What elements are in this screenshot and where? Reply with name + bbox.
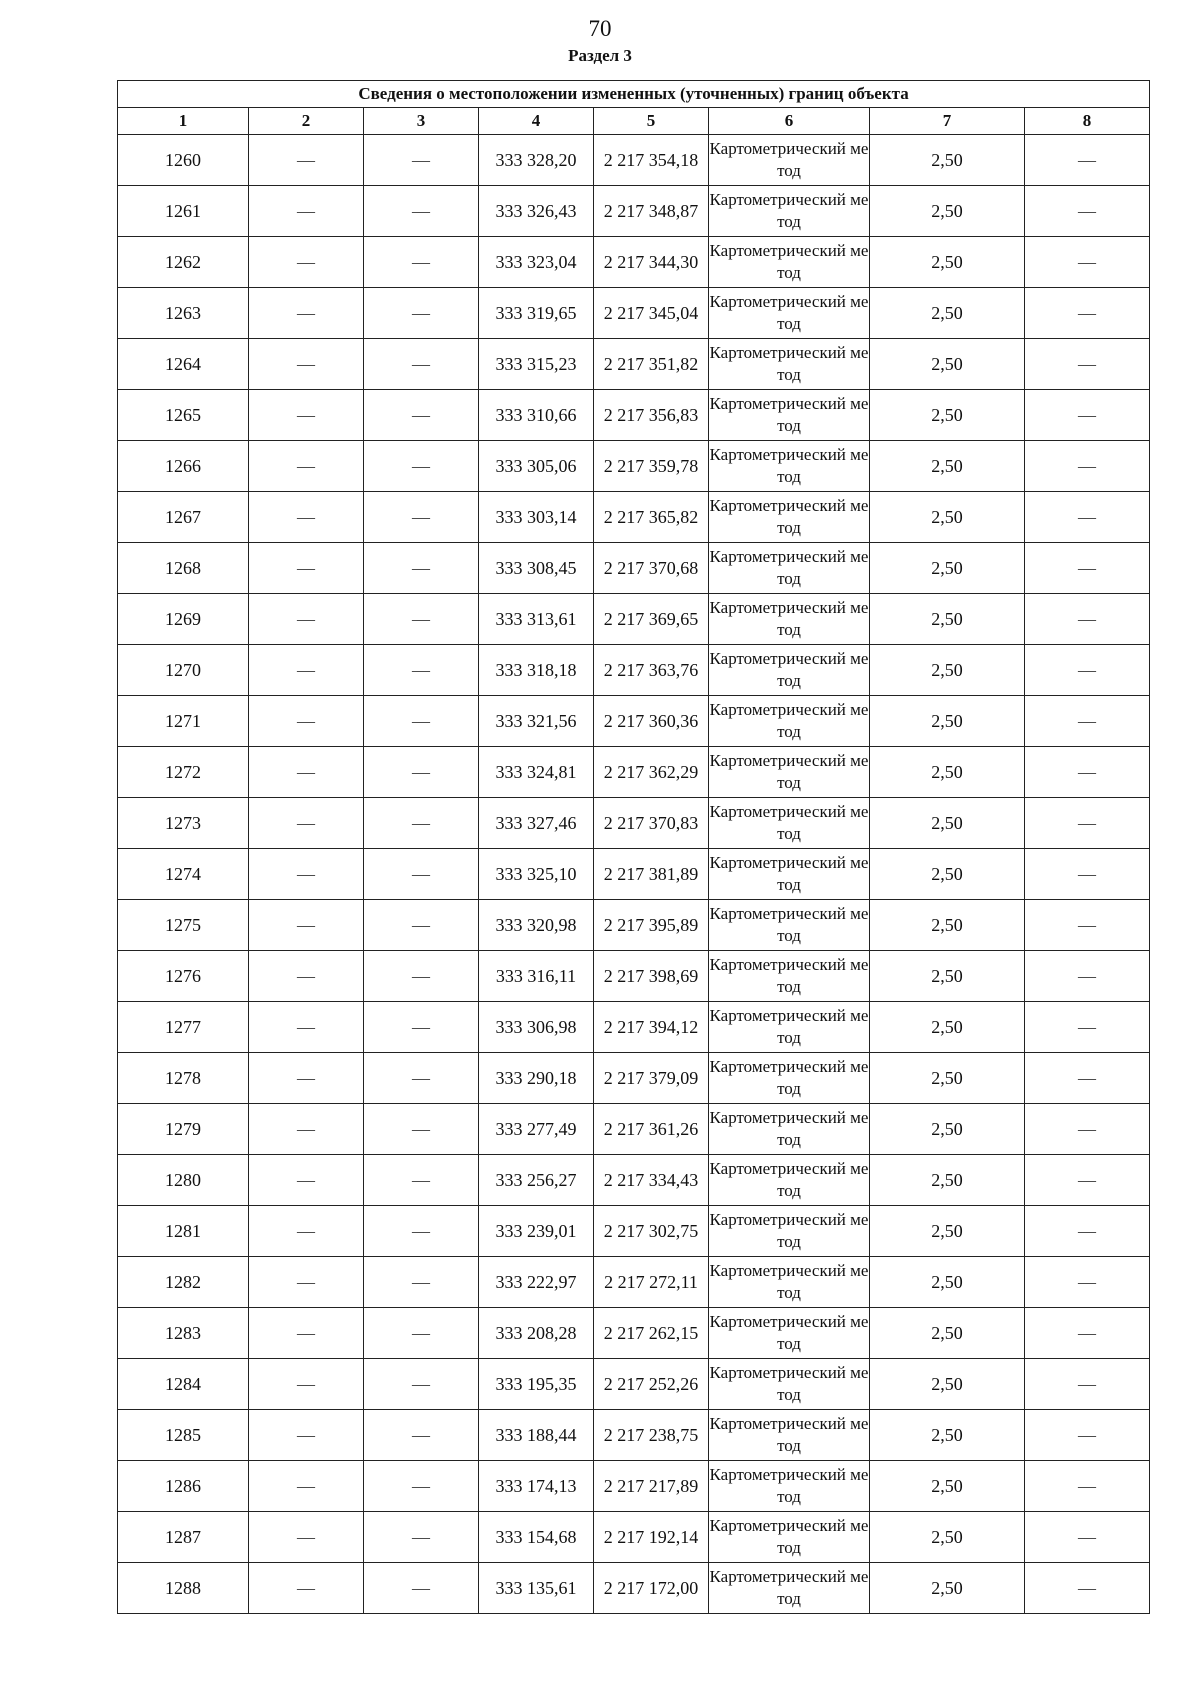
column-8-cell: — [1025, 135, 1150, 186]
column-2-cell: — [249, 237, 364, 288]
method-cell: Картометрический метод [709, 1053, 870, 1104]
column-number-6: 6 [709, 108, 870, 135]
column-3-cell: — [364, 849, 479, 900]
point-number-cell: 1277 [118, 1002, 249, 1053]
y-coordinate-cell: 2 217 370,68 [594, 543, 709, 594]
column-2-cell: — [249, 594, 364, 645]
y-coordinate-cell: 2 217 192,14 [594, 1512, 709, 1563]
point-number-cell: 1275 [118, 900, 249, 951]
accuracy-cell: 2,50 [870, 1563, 1025, 1614]
column-2-cell: — [249, 1257, 364, 1308]
accuracy-cell: 2,50 [870, 288, 1025, 339]
table-row [118, 1257, 1150, 1308]
column-3-cell: — [364, 186, 479, 237]
accuracy-cell: 2,50 [870, 1002, 1025, 1053]
column-8-cell: — [1025, 1512, 1150, 1563]
table-row [118, 747, 1150, 798]
point-number-cell: 1262 [118, 237, 249, 288]
column-number-3: 3 [364, 108, 479, 135]
column-8-cell: — [1025, 1053, 1150, 1104]
y-coordinate-cell: 2 217 369,65 [594, 594, 709, 645]
column-3-cell: — [364, 1461, 479, 1512]
y-coordinate-cell: 2 217 359,78 [594, 441, 709, 492]
accuracy-cell: 2,50 [870, 798, 1025, 849]
table-row [118, 288, 1150, 339]
accuracy-cell: 2,50 [870, 492, 1025, 543]
accuracy-cell: 2,50 [870, 849, 1025, 900]
method-cell: Картометрический метод [709, 1104, 870, 1155]
y-coordinate-cell: 2 217 172,00 [594, 1563, 709, 1614]
x-coordinate-cell: 333 135,61 [479, 1563, 594, 1614]
point-number-cell: 1270 [118, 645, 249, 696]
y-coordinate-cell: 2 217 351,82 [594, 339, 709, 390]
accuracy-cell: 2,50 [870, 1104, 1025, 1155]
accuracy-cell: 2,50 [870, 543, 1025, 594]
column-3-cell: — [364, 1104, 479, 1155]
table-row [118, 237, 1150, 288]
y-coordinate-cell: 2 217 363,76 [594, 645, 709, 696]
method-cell: Картометрический метод [709, 696, 870, 747]
column-8-cell: — [1025, 1563, 1150, 1614]
point-number-cell: 1276 [118, 951, 249, 1002]
method-cell: Картометрический метод [709, 1257, 870, 1308]
method-cell: Картометрический метод [709, 900, 870, 951]
accuracy-cell: 2,50 [870, 1512, 1025, 1563]
x-coordinate-cell: 333 320,98 [479, 900, 594, 951]
table-caption: Сведения о местоположении измененных (уточненных) границ объекта [118, 81, 1150, 108]
y-coordinate-cell: 2 217 360,36 [594, 696, 709, 747]
column-number-7: 7 [870, 108, 1025, 135]
column-2-cell: — [249, 645, 364, 696]
table-row [118, 1359, 1150, 1410]
column-3-cell: — [364, 441, 479, 492]
column-3-cell: — [364, 1410, 479, 1461]
x-coordinate-cell: 333 306,98 [479, 1002, 594, 1053]
table-row [118, 135, 1150, 186]
column-8-cell: — [1025, 543, 1150, 594]
accuracy-cell: 2,50 [870, 390, 1025, 441]
column-2-cell: — [249, 543, 364, 594]
x-coordinate-cell: 333 310,66 [479, 390, 594, 441]
column-3-cell: — [364, 135, 479, 186]
accuracy-cell: 2,50 [870, 186, 1025, 237]
x-coordinate-cell: 333 174,13 [479, 1461, 594, 1512]
x-coordinate-cell: 333 222,97 [479, 1257, 594, 1308]
column-2-cell: — [249, 1053, 364, 1104]
table-row [118, 339, 1150, 390]
y-coordinate-cell: 2 217 217,89 [594, 1461, 709, 1512]
table-row [118, 1053, 1150, 1104]
column-2-cell: — [249, 441, 364, 492]
method-cell: Картометрический метод [709, 798, 870, 849]
point-number-cell: 1283 [118, 1308, 249, 1359]
column-number-1: 1 [118, 108, 249, 135]
column-3-cell: — [364, 1155, 479, 1206]
accuracy-cell: 2,50 [870, 237, 1025, 288]
y-coordinate-cell: 2 217 379,09 [594, 1053, 709, 1104]
method-cell: Картометрический метод [709, 1461, 870, 1512]
x-coordinate-cell: 333 328,20 [479, 135, 594, 186]
column-8-cell: — [1025, 1002, 1150, 1053]
column-8-cell: — [1025, 1461, 1150, 1512]
column-2-cell: — [249, 1308, 364, 1359]
x-coordinate-cell: 333 208,28 [479, 1308, 594, 1359]
x-coordinate-cell: 333 239,01 [479, 1206, 594, 1257]
x-coordinate-cell: 333 319,65 [479, 288, 594, 339]
method-cell: Картометрический метод [709, 1512, 870, 1563]
y-coordinate-cell: 2 217 365,82 [594, 492, 709, 543]
point-number-cell: 1267 [118, 492, 249, 543]
table-row [118, 1206, 1150, 1257]
column-3-cell: — [364, 1563, 479, 1614]
table-row [118, 951, 1150, 1002]
y-coordinate-cell: 2 217 334,43 [594, 1155, 709, 1206]
method-cell: Картометрический метод [709, 1308, 870, 1359]
column-2-cell: — [249, 135, 364, 186]
x-coordinate-cell: 333 313,61 [479, 594, 594, 645]
table-row [118, 1410, 1150, 1461]
column-3-cell: — [364, 339, 479, 390]
table-row [118, 1308, 1150, 1359]
column-number-row [118, 108, 1150, 135]
column-8-cell: — [1025, 492, 1150, 543]
accuracy-cell: 2,50 [870, 1206, 1025, 1257]
column-3-cell: — [364, 798, 479, 849]
method-cell: Картометрический метод [709, 441, 870, 492]
column-8-cell: — [1025, 696, 1150, 747]
column-3-cell: — [364, 1053, 479, 1104]
column-8-cell: — [1025, 339, 1150, 390]
y-coordinate-cell: 2 217 394,12 [594, 1002, 709, 1053]
page-number: 70 [588, 16, 612, 41]
x-coordinate-cell: 333 154,68 [479, 1512, 594, 1563]
column-2-cell: — [249, 951, 364, 1002]
table-row [118, 543, 1150, 594]
point-number-cell: 1278 [118, 1053, 249, 1104]
column-2-cell: — [249, 288, 364, 339]
column-number-5: 5 [594, 108, 709, 135]
point-number-cell: 1279 [118, 1104, 249, 1155]
method-cell: Картометрический метод [709, 1359, 870, 1410]
column-3-cell: — [364, 492, 479, 543]
table-body [118, 135, 1150, 1614]
point-number-cell: 1261 [118, 186, 249, 237]
method-cell: Картометрический метод [709, 1206, 870, 1257]
accuracy-cell: 2,50 [870, 1308, 1025, 1359]
method-cell: Картометрический метод [709, 951, 870, 1002]
table-row [118, 696, 1150, 747]
y-coordinate-cell: 2 217 348,87 [594, 186, 709, 237]
column-3-cell: — [364, 900, 479, 951]
column-3-cell: — [364, 543, 479, 594]
column-2-cell: — [249, 186, 364, 237]
column-8-cell: — [1025, 1257, 1150, 1308]
method-cell: Картометрический метод [709, 288, 870, 339]
method-cell: Картометрический метод [709, 849, 870, 900]
column-8-cell: — [1025, 237, 1150, 288]
accuracy-cell: 2,50 [870, 900, 1025, 951]
column-3-cell: — [364, 1308, 479, 1359]
column-2-cell: — [249, 1359, 364, 1410]
x-coordinate-cell: 333 277,49 [479, 1104, 594, 1155]
column-2-cell: — [249, 390, 364, 441]
column-2-cell: — [249, 849, 364, 900]
table-row [118, 1512, 1150, 1563]
point-number-cell: 1288 [118, 1563, 249, 1614]
y-coordinate-cell: 2 217 395,89 [594, 900, 709, 951]
table-row [118, 1104, 1150, 1155]
accuracy-cell: 2,50 [870, 951, 1025, 1002]
x-coordinate-cell: 333 308,45 [479, 543, 594, 594]
point-number-cell: 1280 [118, 1155, 249, 1206]
method-cell: Картометрический метод [709, 645, 870, 696]
point-number-cell: 1274 [118, 849, 249, 900]
y-coordinate-cell: 2 217 238,75 [594, 1410, 709, 1461]
y-coordinate-cell: 2 217 262,15 [594, 1308, 709, 1359]
method-cell: Картометрический метод [709, 1410, 870, 1461]
column-number-4: 4 [479, 108, 594, 135]
point-number-cell: 1281 [118, 1206, 249, 1257]
x-coordinate-cell: 333 315,23 [479, 339, 594, 390]
accuracy-cell: 2,50 [870, 135, 1025, 186]
x-coordinate-cell: 333 326,43 [479, 186, 594, 237]
x-coordinate-cell: 333 324,81 [479, 747, 594, 798]
column-8-cell: — [1025, 747, 1150, 798]
accuracy-cell: 2,50 [870, 645, 1025, 696]
method-cell: Картометрический метод [709, 747, 870, 798]
column-8-cell: — [1025, 951, 1150, 1002]
x-coordinate-cell: 333 188,44 [479, 1410, 594, 1461]
table-row [118, 900, 1150, 951]
column-8-cell: — [1025, 1104, 1150, 1155]
x-coordinate-cell: 333 327,46 [479, 798, 594, 849]
point-number-cell: 1266 [118, 441, 249, 492]
method-cell: Картометрический метод [709, 1563, 870, 1614]
accuracy-cell: 2,50 [870, 1257, 1025, 1308]
column-8-cell: — [1025, 1359, 1150, 1410]
point-number-cell: 1272 [118, 747, 249, 798]
point-number-cell: 1287 [118, 1512, 249, 1563]
column-2-cell: — [249, 1461, 364, 1512]
section-title: Раздел 3 [568, 46, 632, 65]
accuracy-cell: 2,50 [870, 696, 1025, 747]
method-cell: Картометрический метод [709, 1155, 870, 1206]
method-cell: Картометрический метод [709, 135, 870, 186]
accuracy-cell: 2,50 [870, 1359, 1025, 1410]
accuracy-cell: 2,50 [870, 441, 1025, 492]
point-number-cell: 1282 [118, 1257, 249, 1308]
column-2-cell: — [249, 1155, 364, 1206]
column-8-cell: — [1025, 441, 1150, 492]
column-3-cell: — [364, 1002, 479, 1053]
method-cell: Картометрический метод [709, 339, 870, 390]
method-cell: Картометрический метод [709, 186, 870, 237]
y-coordinate-cell: 2 217 272,11 [594, 1257, 709, 1308]
column-8-cell: — [1025, 798, 1150, 849]
table-row [118, 1563, 1150, 1614]
column-2-cell: — [249, 900, 364, 951]
y-coordinate-cell: 2 217 345,04 [594, 288, 709, 339]
point-number-cell: 1263 [118, 288, 249, 339]
table-row [118, 798, 1150, 849]
y-coordinate-cell: 2 217 381,89 [594, 849, 709, 900]
accuracy-cell: 2,50 [870, 339, 1025, 390]
column-3-cell: — [364, 747, 479, 798]
column-3-cell: — [364, 288, 479, 339]
column-3-cell: — [364, 390, 479, 441]
method-cell: Картометрический метод [709, 237, 870, 288]
y-coordinate-cell: 2 217 362,29 [594, 747, 709, 798]
column-2-cell: — [249, 492, 364, 543]
point-number-cell: 1273 [118, 798, 249, 849]
column-2-cell: — [249, 798, 364, 849]
column-8-cell: — [1025, 645, 1150, 696]
column-3-cell: — [364, 696, 479, 747]
point-number-cell: 1269 [118, 594, 249, 645]
column-3-cell: — [364, 951, 479, 1002]
table-row [118, 1002, 1150, 1053]
point-number-cell: 1268 [118, 543, 249, 594]
column-2-cell: — [249, 1206, 364, 1257]
column-3-cell: — [364, 1206, 479, 1257]
point-number-cell: 1265 [118, 390, 249, 441]
column-3-cell: — [364, 594, 479, 645]
table-row [118, 645, 1150, 696]
column-2-cell: — [249, 1410, 364, 1461]
column-2-cell: — [249, 1512, 364, 1563]
x-coordinate-cell: 333 290,18 [479, 1053, 594, 1104]
column-number-8: 8 [1025, 108, 1150, 135]
y-coordinate-cell: 2 217 398,69 [594, 951, 709, 1002]
y-coordinate-cell: 2 217 354,18 [594, 135, 709, 186]
column-8-cell: — [1025, 1155, 1150, 1206]
method-cell: Картометрический метод [709, 492, 870, 543]
x-coordinate-cell: 333 321,56 [479, 696, 594, 747]
point-number-cell: 1284 [118, 1359, 249, 1410]
method-cell: Картометрический метод [709, 1002, 870, 1053]
column-2-cell: — [249, 747, 364, 798]
x-coordinate-cell: 333 316,11 [479, 951, 594, 1002]
column-2-cell: — [249, 339, 364, 390]
column-2-cell: — [249, 696, 364, 747]
point-number-cell: 1264 [118, 339, 249, 390]
y-coordinate-cell: 2 217 344,30 [594, 237, 709, 288]
column-8-cell: — [1025, 186, 1150, 237]
y-coordinate-cell: 2 217 302,75 [594, 1206, 709, 1257]
accuracy-cell: 2,50 [870, 1410, 1025, 1461]
x-coordinate-cell: 333 305,06 [479, 441, 594, 492]
table-row [118, 1461, 1150, 1512]
table-row [118, 594, 1150, 645]
x-coordinate-cell: 333 303,14 [479, 492, 594, 543]
x-coordinate-cell: 333 256,27 [479, 1155, 594, 1206]
point-number-cell: 1285 [118, 1410, 249, 1461]
column-2-cell: — [249, 1104, 364, 1155]
point-number-cell: 1260 [118, 135, 249, 186]
accuracy-cell: 2,50 [870, 594, 1025, 645]
column-8-cell: — [1025, 900, 1150, 951]
column-8-cell: — [1025, 1410, 1150, 1461]
column-8-cell: — [1025, 1308, 1150, 1359]
boundary-coordinates-table [117, 80, 1150, 1614]
accuracy-cell: 2,50 [870, 747, 1025, 798]
column-8-cell: — [1025, 594, 1150, 645]
method-cell: Картометрический метод [709, 390, 870, 441]
y-coordinate-cell: 2 217 361,26 [594, 1104, 709, 1155]
column-8-cell: — [1025, 1206, 1150, 1257]
column-number-2: 2 [249, 108, 364, 135]
x-coordinate-cell: 333 195,35 [479, 1359, 594, 1410]
table-row [118, 441, 1150, 492]
column-3-cell: — [364, 1257, 479, 1308]
column-2-cell: — [249, 1563, 364, 1614]
accuracy-cell: 2,50 [870, 1461, 1025, 1512]
y-coordinate-cell: 2 217 370,83 [594, 798, 709, 849]
column-8-cell: — [1025, 288, 1150, 339]
accuracy-cell: 2,50 [870, 1155, 1025, 1206]
method-cell: Картометрический метод [709, 594, 870, 645]
column-3-cell: — [364, 1512, 479, 1563]
accuracy-cell: 2,50 [870, 1053, 1025, 1104]
table-row [118, 390, 1150, 441]
x-coordinate-cell: 333 318,18 [479, 645, 594, 696]
x-coordinate-cell: 333 323,04 [479, 237, 594, 288]
table-row [118, 186, 1150, 237]
y-coordinate-cell: 2 217 252,26 [594, 1359, 709, 1410]
table-row [118, 849, 1150, 900]
method-cell: Картометрический метод [709, 543, 870, 594]
column-3-cell: — [364, 1359, 479, 1410]
column-2-cell: — [249, 1002, 364, 1053]
column-3-cell: — [364, 237, 479, 288]
point-number-cell: 1271 [118, 696, 249, 747]
point-number-cell: 1286 [118, 1461, 249, 1512]
column-8-cell: — [1025, 390, 1150, 441]
x-coordinate-cell: 333 325,10 [479, 849, 594, 900]
table-row [118, 1155, 1150, 1206]
table-row [118, 492, 1150, 543]
column-3-cell: — [364, 645, 479, 696]
y-coordinate-cell: 2 217 356,83 [594, 390, 709, 441]
column-8-cell: — [1025, 849, 1150, 900]
